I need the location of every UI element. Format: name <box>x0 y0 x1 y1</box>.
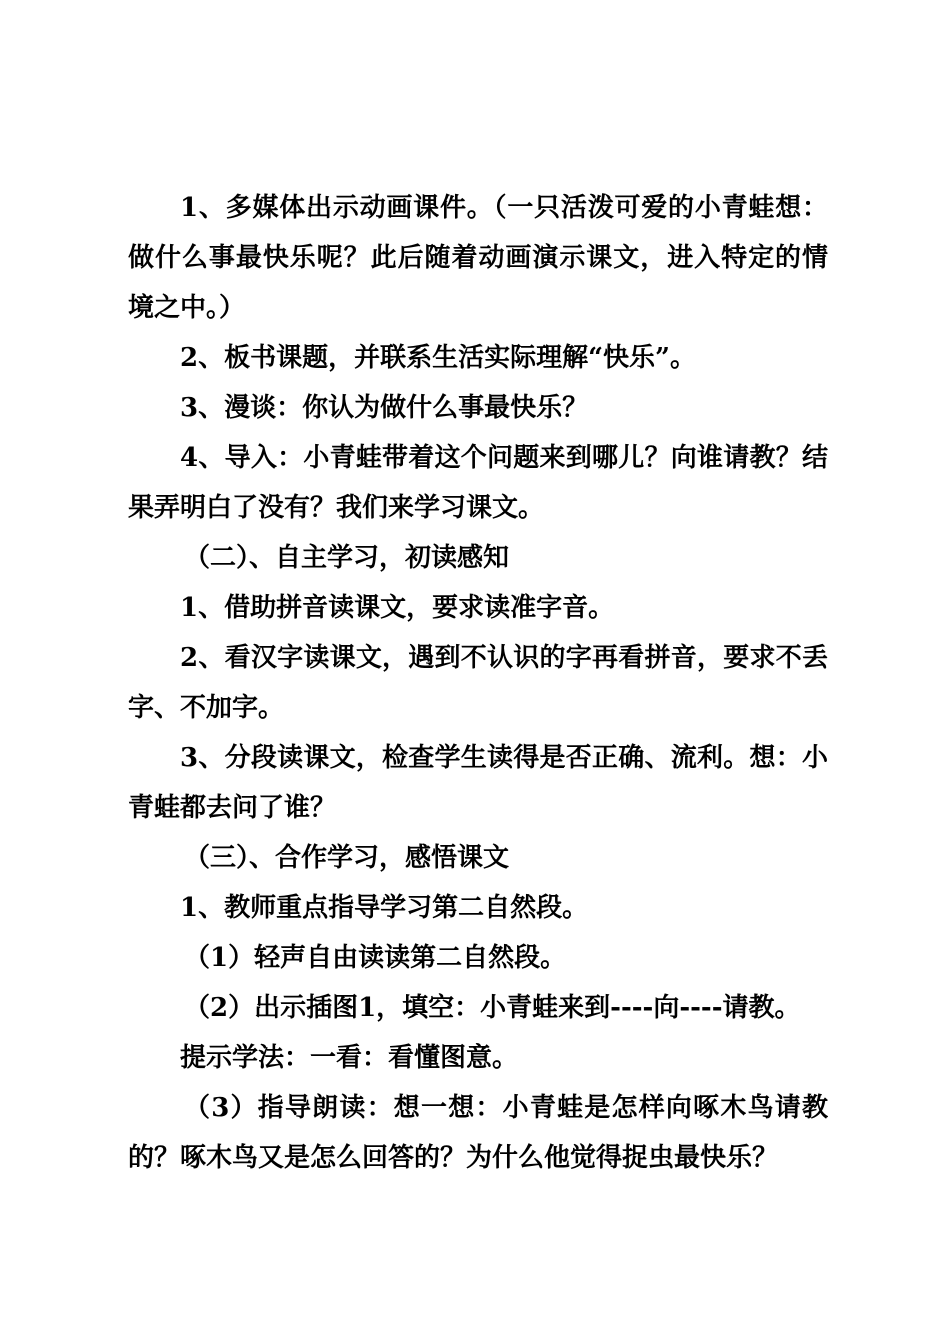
paragraph-segment-reading: 3、分段读课文，检查学生读得是否正确、流利。想：小青蛙都去问了谁？ <box>128 743 828 823</box>
paragraph-study-method: 提示学法：一看：看懂图意。 <box>180 1043 519 1073</box>
paragraph-pinyin-reading: 1、借助拼音读课文，要求读准字音。 <box>180 593 615 623</box>
paragraph-introduction: 4、导入：小青蛙带着这个问题来到哪儿？向谁请教？结果弄明白了没有？我们来学习课文。 <box>128 443 828 523</box>
paragraph-guided-reading: （3）指导朗读：想一想：小青蛙是怎样向啄木鸟请教的？啄木鸟又是怎么回答的？为什么他觉得捉虫最快乐？ <box>128 1093 828 1173</box>
document-body <box>128 183 828 1183</box>
paragraph-fill-blank: （2）出示插图1，填空：小青蛙来到----向----请教。 <box>184 993 801 1023</box>
paragraph-teacher-guidance: 1、教师重点指导学习第二自然段。 <box>180 893 589 923</box>
paragraph-intro-courseware: 1、多媒体出示动画课件。（一只活泼可爱的小青蛙想：做什么事最快乐呢？此后随着动画演示课文，进入特定的情境之中。） <box>128 193 828 323</box>
paragraph-board-title: 2、板书课题，并联系生活实际理解“快乐”。 <box>180 343 697 373</box>
section-heading-cooperative-study: （三）、合作学习，感悟课文 <box>184 843 510 873</box>
paragraph-discussion: 3、漫谈：你认为做什么事最快乐？ <box>180 393 589 423</box>
section-heading-self-study: （二）、自主学习，初读感知 <box>184 543 510 573</box>
paragraph-quiet-reading: （1）轻声自由读读第二自然段。 <box>184 943 567 973</box>
paragraph-character-reading: 2、看汉字读课文，遇到不认识的字再看拼音，要求不丢字、不加字。 <box>128 643 828 723</box>
